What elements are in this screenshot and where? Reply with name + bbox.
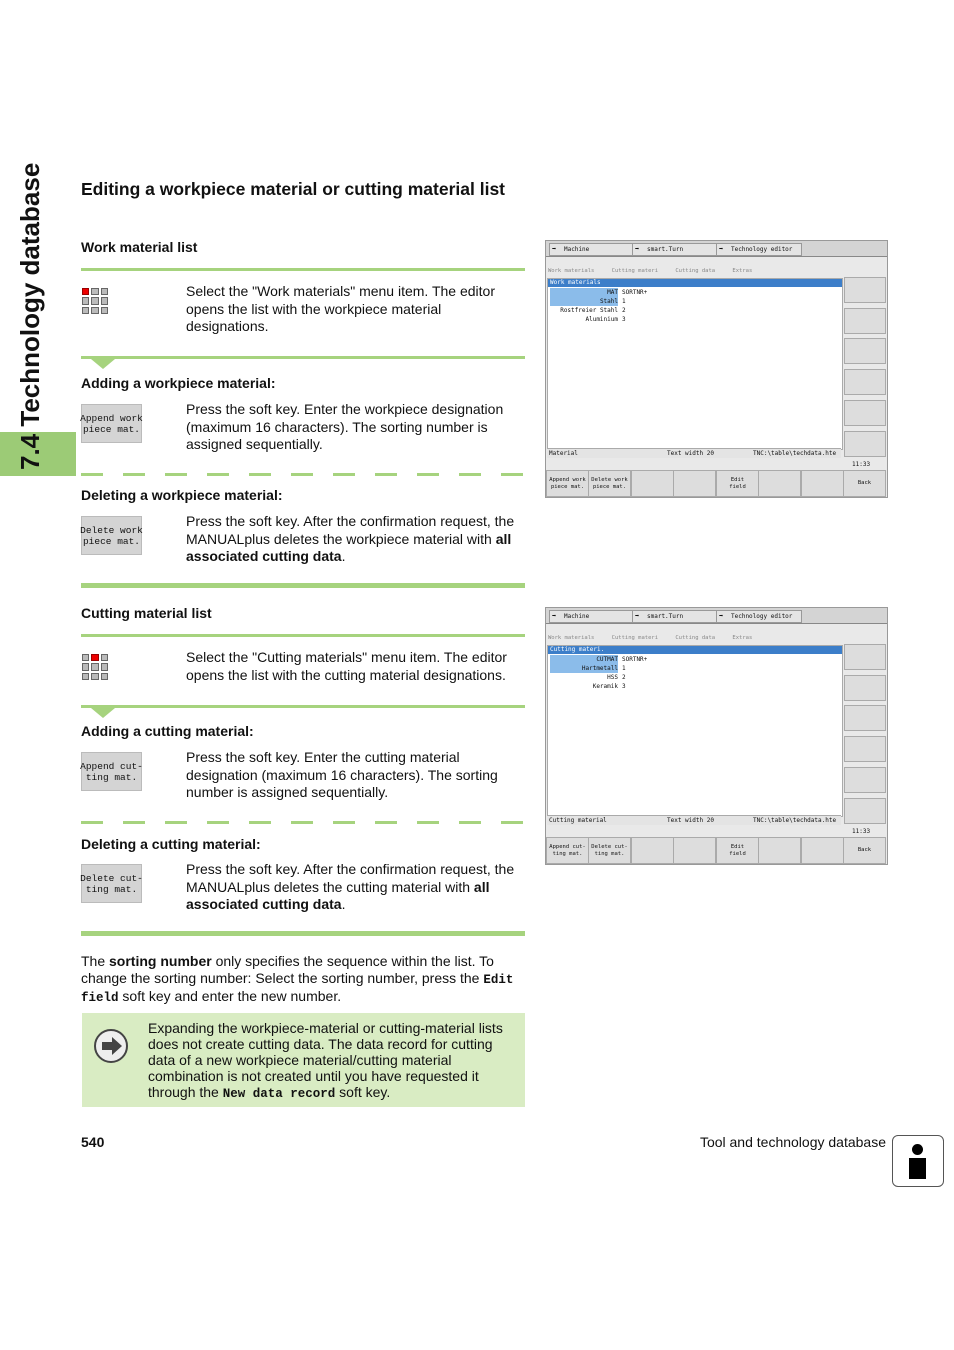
softkey[interactable]: Append work piece mat. — [546, 470, 589, 497]
menu-item-icon — [82, 288, 108, 314]
vertical-softkey[interactable] — [844, 675, 886, 701]
divider — [81, 931, 525, 936]
softkey-edit-field[interactable]: Edit field — [716, 837, 759, 864]
delete-cutting-text: Press the soft key. After the confirmation request, the MANUALplus deletes the cutting material with all associated cutting data. — [186, 861, 515, 913]
divider-arrow — [81, 705, 525, 708]
menu-item[interactable]: Extras — [732, 635, 753, 641]
vertical-softkeys — [843, 644, 885, 824]
status-bar: Cutting material Text width 20 TNC:\table\techdata.hte — [547, 815, 841, 825]
note-box — [82, 1013, 525, 1107]
append-work-piece-softkey[interactable]: Append work piece mat. — [81, 404, 142, 443]
tab-smart-turn[interactable]: ➡ smart.Turn — [632, 243, 718, 256]
menu-row — [548, 634, 838, 643]
page-title: Editing a workpiece material or cutting material list — [81, 179, 505, 199]
add-workpiece-text: Press the soft key. Enter the workpiece designation (maximum 16 characters). The sorting number is assigned sequentially. — [186, 401, 504, 453]
delete-workpiece-heading: Deleting a workpiece material: — [81, 487, 283, 503]
softkey[interactable]: Append cut- ting mat. — [546, 837, 589, 864]
softkey[interactable] — [801, 470, 844, 497]
tab-smart-turn[interactable]: ➡ smart.Turn — [632, 610, 718, 623]
softkey-edit-field[interactable]: Edit field — [716, 470, 759, 497]
delete-cutting-heading: Deleting a cutting material: — [81, 836, 261, 852]
table-header: CUTMAT SORTNR+ — [548, 655, 842, 664]
note-text: Expanding the workpiece-material or cutting-material lists does not create cutting data. The data record for cutting data of a new workpiece material/cutting material combination is not created until you have requested it through the New data record soft key. — [148, 1020, 503, 1101]
divider — [81, 268, 525, 271]
softkey-back[interactable]: Back — [843, 470, 886, 497]
table-row[interactable]: Keramik 3 — [592, 683, 626, 690]
add-workpiece-heading: Adding a workpiece material: — [81, 375, 276, 391]
softkey[interactable] — [758, 837, 801, 864]
delete-workpiece-text: Press the soft key. After the confirmation request, the MANUALplus deletes the workpiece material with all associated cutting data. — [186, 513, 515, 565]
softkey[interactable] — [631, 837, 674, 864]
sorting-paragraph: The sorting number only specifies the sequence within the list. To change the sorting number: Select the sorting number, press the Edit field soft key and enter the new number. — [81, 953, 514, 1005]
material-list — [547, 645, 843, 817]
table-row[interactable]: Hartmetall 1 — [548, 664, 842, 673]
menu-item[interactable]: Cutting data — [675, 635, 716, 641]
mode-tabs — [546, 608, 887, 624]
divider — [81, 634, 525, 637]
menu-item[interactable]: Cutting materi — [611, 268, 659, 274]
table-row[interactable]: Rostfreier Stahl 2 — [560, 307, 626, 314]
softkey[interactable]: Delete work piece mat. — [588, 470, 631, 497]
vertical-softkey[interactable] — [844, 736, 886, 762]
menu-item[interactable]: Cutting materi — [611, 635, 659, 641]
cutting-material-heading: Cutting material list — [81, 605, 212, 621]
tool-icon[interactable] — [844, 277, 886, 303]
info-icon — [892, 1135, 944, 1187]
tab-technology-editor[interactable]: ➡ Technology editor — [716, 243, 802, 256]
vertical-softkey[interactable] — [844, 308, 886, 334]
softkey-back[interactable]: Back — [843, 837, 886, 864]
list-title: Work materials — [548, 279, 842, 287]
footer-chapter: Tool and technology database — [699, 1134, 886, 1150]
delete-work-piece-softkey[interactable]: Delete work piece mat. — [81, 516, 142, 555]
clock: 11:33 — [852, 461, 871, 468]
tab-machine[interactable]: ➡ Machine — [549, 243, 635, 256]
table-row[interactable]: HSS 2 — [607, 674, 626, 681]
vertical-softkey[interactable] — [844, 338, 886, 364]
list-title: Cutting materi. — [548, 646, 842, 654]
softkey[interactable] — [673, 470, 716, 497]
menu-item-icon — [82, 654, 108, 680]
vertical-softkey[interactable] — [844, 369, 886, 395]
chapter-side-title: 7.4 Technology database — [15, 162, 45, 470]
tool-icon[interactable] — [844, 644, 886, 670]
softkey-row — [546, 837, 887, 863]
vertical-softkey[interactable] — [844, 767, 886, 793]
t-arrow-icon[interactable] — [844, 798, 886, 824]
menu-item[interactable]: Cutting data — [675, 268, 716, 274]
t-arrow-icon[interactable] — [844, 431, 886, 457]
screenshot-cutting-materials — [545, 607, 888, 865]
menu-item[interactable]: Work materials — [548, 268, 595, 274]
page-number: 540 — [81, 1134, 105, 1150]
dashed-divider — [81, 821, 525, 824]
softkey[interactable]: Delete cut- ting mat. — [588, 837, 631, 864]
divider-arrow — [81, 356, 525, 359]
work-select-text: Select the "Work materials" menu item. The editor opens the list with the workpiece material designations. — [186, 283, 495, 335]
delete-cutting-mat-softkey[interactable]: Delete cut- ting mat. — [81, 864, 142, 903]
softkey[interactable] — [631, 470, 674, 497]
add-cutting-heading: Adding a cutting material: — [81, 723, 254, 739]
material-list — [547, 278, 843, 450]
status-bar: Material Text width 20 TNC:\table\techdata.hte — [547, 448, 841, 458]
menu-item[interactable]: Extras — [732, 268, 753, 274]
add-cutting-text: Press the soft key. Enter the cutting material designation (maximum 16 characters). The sorting number is assigned sequentially. — [186, 749, 498, 801]
screenshot-work-materials — [545, 240, 888, 498]
clock: 11:33 — [852, 828, 871, 835]
divider — [81, 583, 525, 588]
table-header: MAT SORTNR+ — [548, 288, 842, 297]
menu-row — [548, 267, 838, 276]
mode-tabs — [546, 241, 887, 257]
tab-machine[interactable]: ➡ Machine — [549, 610, 635, 623]
work-material-heading: Work material list — [81, 239, 198, 255]
softkey[interactable] — [801, 837, 844, 864]
vertical-softkey[interactable] — [844, 705, 886, 731]
append-cutting-mat-softkey[interactable]: Append cut- ting mat. — [81, 752, 142, 791]
softkey[interactable] — [673, 837, 716, 864]
arrow-right-icon — [94, 1029, 128, 1063]
vertical-softkeys — [843, 277, 885, 457]
softkey-row — [546, 470, 887, 496]
vertical-softkey[interactable] — [844, 400, 886, 426]
menu-item[interactable]: Work materials — [548, 635, 595, 641]
softkey[interactable] — [758, 470, 801, 497]
dashed-divider — [81, 473, 525, 476]
cut-select-text: Select the "Cutting materials" menu item. The editor opens the list with the cutting material designations. — [186, 649, 507, 683]
table-row[interactable]: Stahl 1 — [548, 297, 842, 306]
tab-technology-editor[interactable]: ➡ Technology editor — [716, 610, 802, 623]
table-row[interactable]: Aluminium 3 — [585, 316, 626, 323]
